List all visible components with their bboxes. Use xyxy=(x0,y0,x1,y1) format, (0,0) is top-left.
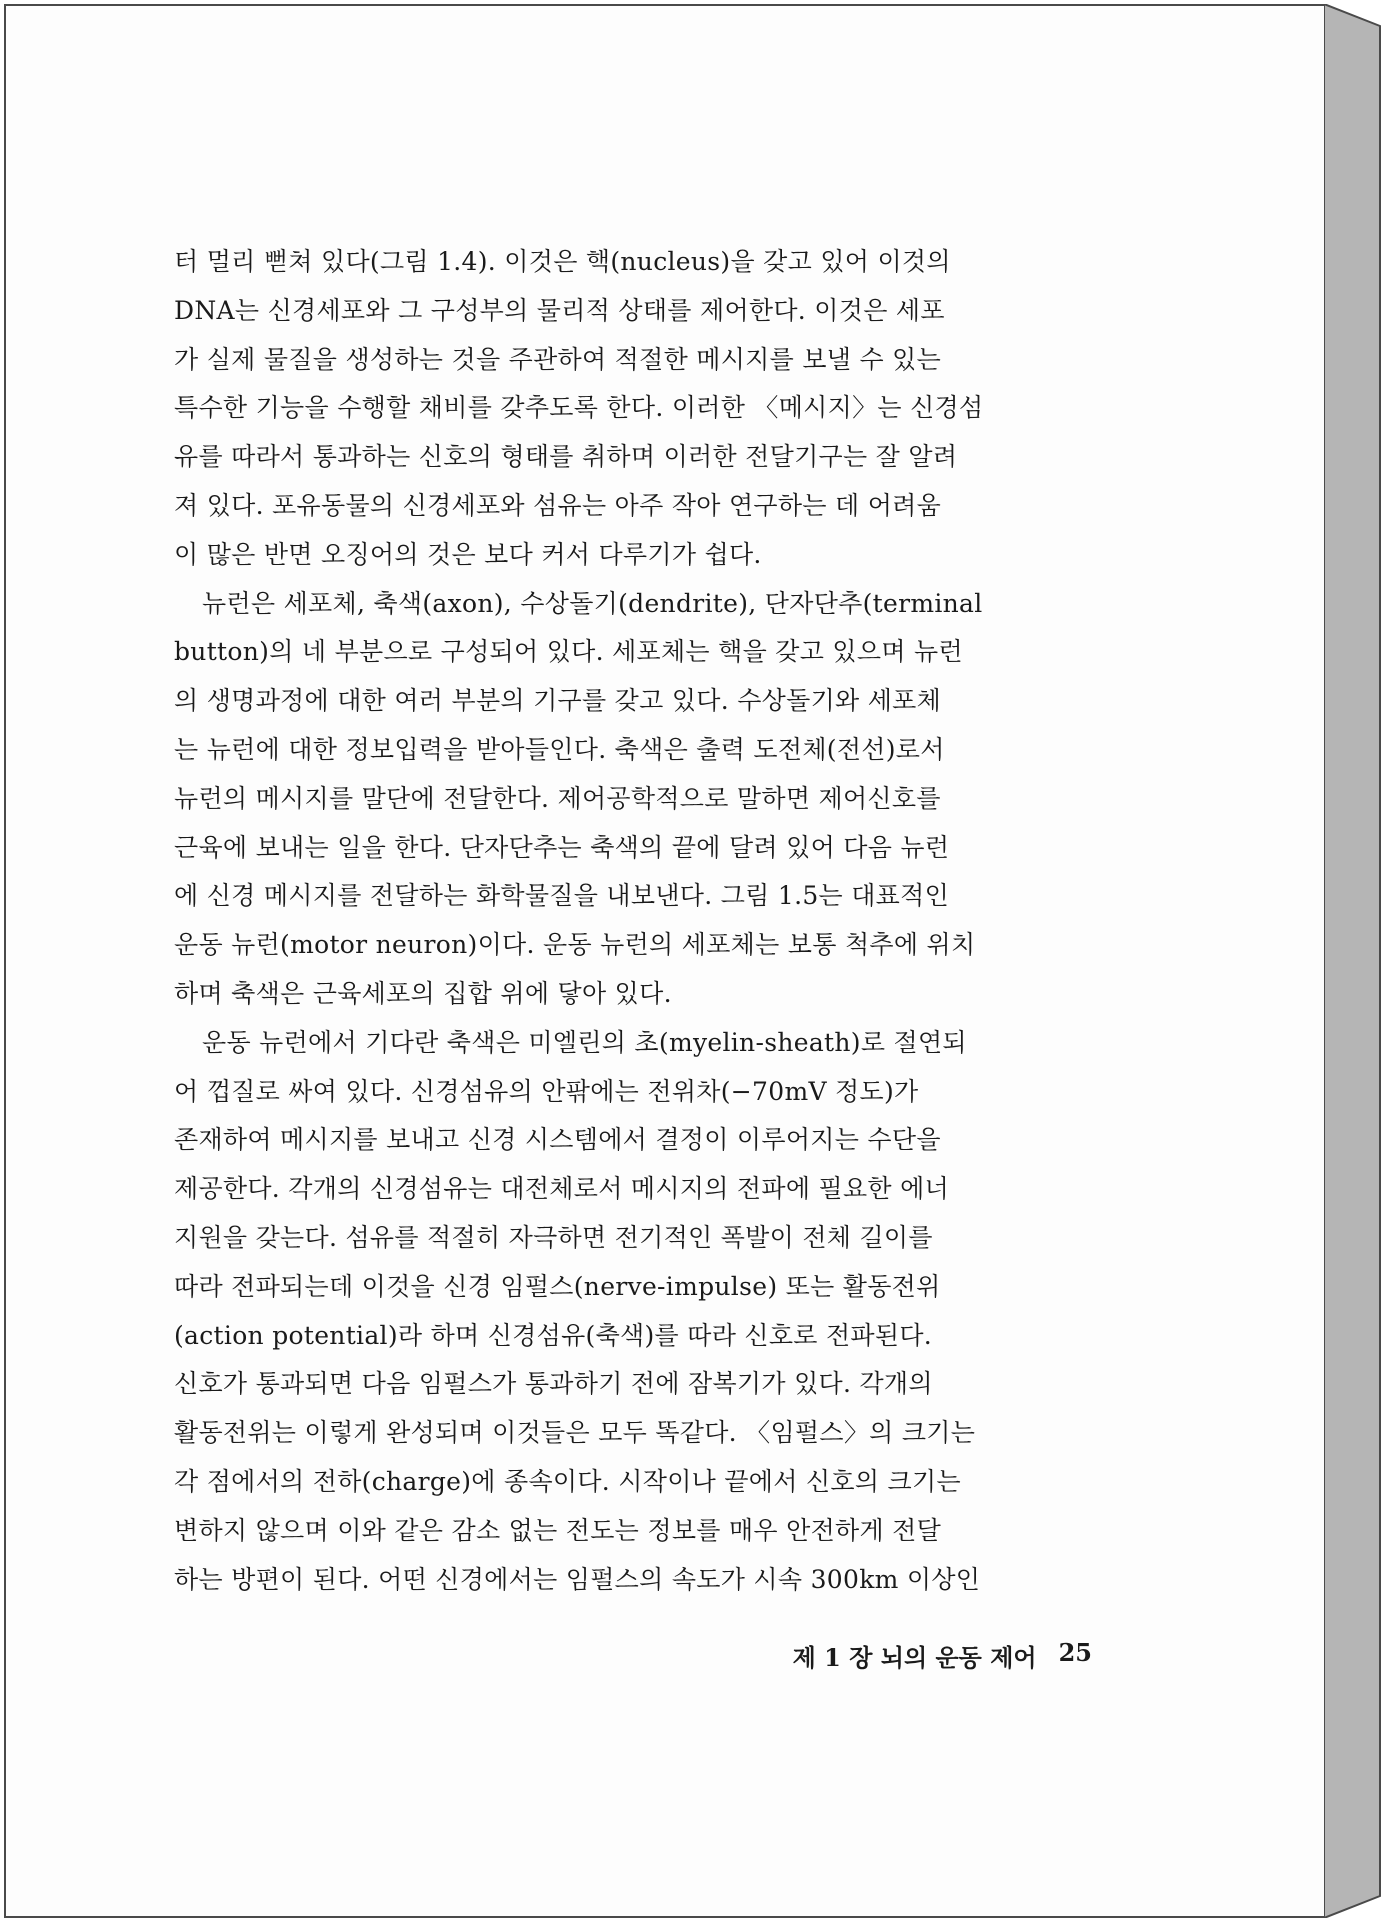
text-line: 의 생명과정에 대한 여러 부분의 기구를 갖고 있다. 수상돌기와 세포체 xyxy=(174,686,942,716)
page-number: 25 xyxy=(1058,1638,1092,1667)
paragraph-2 xyxy=(174,580,1104,1019)
text-line: 운동 뉴런에서 기다란 축색은 미엘린의 초(myelin-sheath)로 절연되 xyxy=(202,1027,967,1057)
text-line: 하는 방편이 된다. 어떤 신경에서는 임펄스의 속도가 시속 300km 이상인 xyxy=(174,1564,981,1594)
text-line: 가 실제 물질을 생성하는 것을 주관하여 적절한 메시지를 보낼 수 있는 xyxy=(174,344,942,374)
text-line: 각 점에서의 전하(charge)에 종속이다. 시작이나 끝에서 신호의 크기는 xyxy=(174,1466,961,1496)
text-line: 특수한 기능을 수행할 채비를 갖추도록 한다. 이러한 〈메시지〉는 신경섬 xyxy=(174,393,984,423)
text-line: 에 신경 메시지를 전달하는 화학물질을 내보낸다. 그림 1.5는 대표적인 xyxy=(174,881,950,911)
paragraph-1 xyxy=(174,238,1104,580)
text-line: 는 뉴런에 대한 정보입력을 받아들인다. 축색은 출력 도전체(전선)로서 xyxy=(174,734,945,764)
text-line: 제공한다. 각개의 신경섬유는 대전체로서 메시지의 전파에 필요한 에너 xyxy=(174,1174,950,1204)
text-line: 신호가 통과되면 다음 임펄스가 통과하기 전에 잠복기가 있다. 각개의 xyxy=(174,1369,933,1399)
text-line: (action potential)라 하며 신경섬유(축색)를 따라 신호로 전파된다. xyxy=(174,1320,933,1350)
text-line: 하며 축색은 근육세포의 집합 위에 닿아 있다. xyxy=(174,978,672,1008)
text-line: 운동 뉴런(motor neuron)이다. 운동 뉴런의 세포체는 보통 척추에 위치 xyxy=(174,930,976,960)
text-line: 져 있다. 포유동물의 신경세포와 섬유는 아주 작아 연구하는 데 어려움 xyxy=(174,490,942,520)
text-line: 이 많은 반면 오징어의 것은 보다 커서 다루기가 쉽다. xyxy=(174,539,762,569)
text-line: button)의 네 부분으로 구성되어 있다. 세포체는 핵을 갖고 있으며 뉴런 xyxy=(174,637,963,667)
text-line: 근육에 보내는 일을 한다. 단자단추는 축색의 끝에 달려 있어 다음 뉴런 xyxy=(174,832,950,862)
text-line: 존재하여 메시지를 보내고 신경 시스템에서 결정이 이루어지는 수단을 xyxy=(174,1125,941,1155)
chapter-title: 제 1 장 뇌의 운동 제어 xyxy=(792,1643,1037,1672)
text-line: 활동전위는 이렇게 완성되며 이것들은 모두 똑같다. 〈임펄스〉의 크기는 xyxy=(174,1418,976,1448)
page-body-text xyxy=(174,238,1104,1604)
text-line: 따라 전파되는데 이것을 신경 임펄스(nerve-impulse) 또는 활동전위 xyxy=(174,1271,941,1301)
text-line: 유를 따라서 통과하는 신호의 형태를 취하며 이러한 전달기구는 잘 알려 xyxy=(174,442,958,472)
text-line: 지원을 갖는다. 섬유를 적절히 자극하면 전기적인 폭발이 전체 길이를 xyxy=(174,1222,933,1252)
book-page xyxy=(4,4,1326,1918)
page-footer xyxy=(742,1638,1092,1673)
text-line: 뉴런의 메시지를 말단에 전달한다. 제어공학적으로 말하면 제어신호를 xyxy=(174,783,941,813)
text-line: 어 껍질로 싸여 있다. 신경섬유의 안팎에는 전위차(−70mV 정도)가 xyxy=(174,1076,919,1106)
text-line: 터 멀리 뻗쳐 있다(그림 1.4). 이것은 핵(nucleus)을 갖고 있어 이것의 xyxy=(174,247,951,276)
text-line: DNA는 신경세포와 그 구성부의 물리적 상태를 제어한다. 이것은 세포 xyxy=(174,295,945,325)
text-line: 뉴런은 세포체, 축색(axon), 수상돌기(dendrite), 단자단추(terminal xyxy=(202,588,983,618)
page-edge xyxy=(1324,4,1388,1918)
text-line: 변하지 않으며 이와 같은 감소 없는 전도는 정보를 매우 안전하게 전달 xyxy=(174,1515,942,1545)
paragraph-3 xyxy=(174,1019,1104,1605)
